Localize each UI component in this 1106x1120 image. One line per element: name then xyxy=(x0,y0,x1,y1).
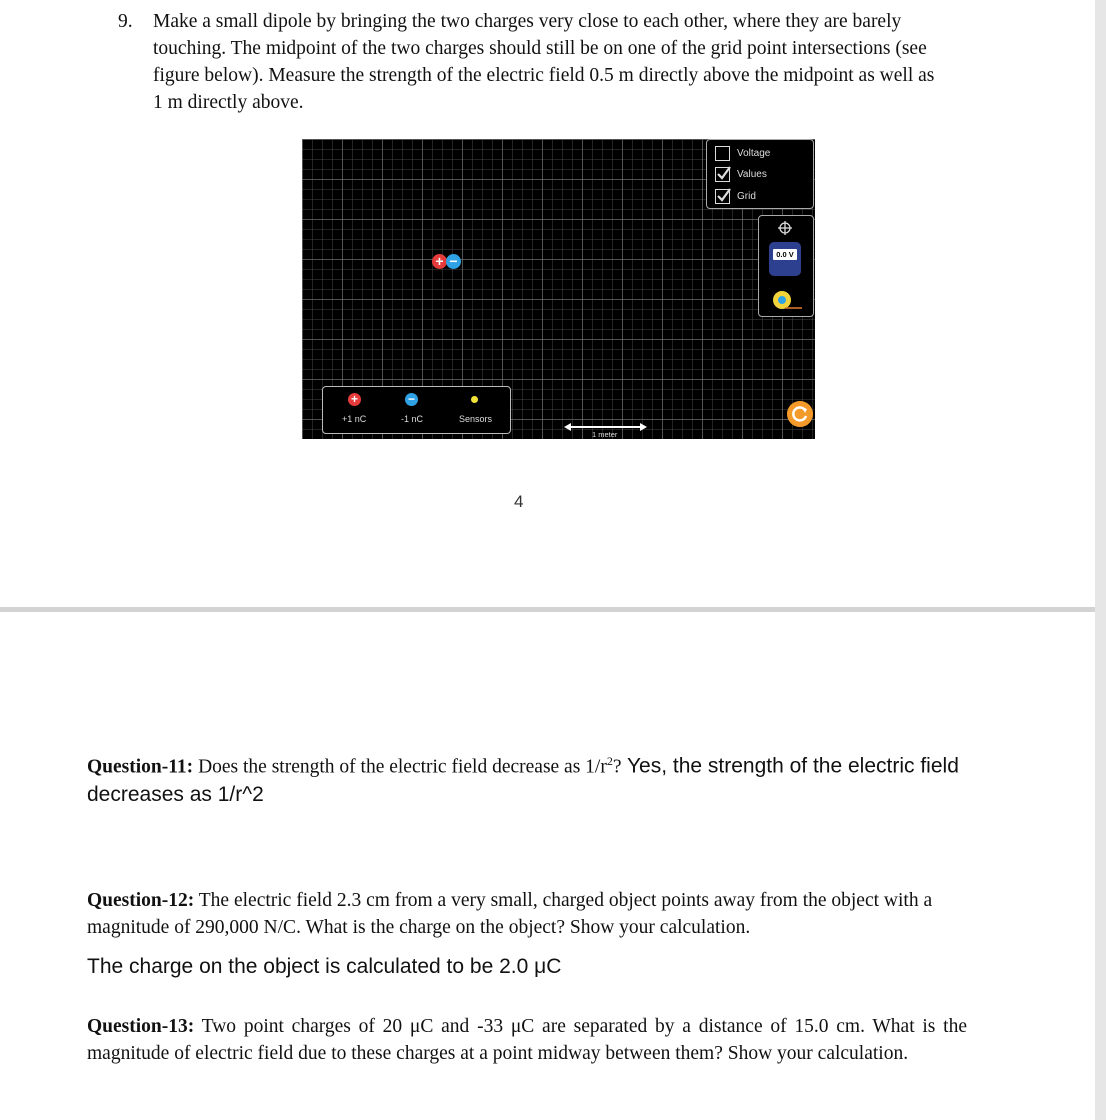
question-11-text: Does the strength of the electric field decrease as 1/r xyxy=(193,756,607,778)
page-number: 4 xyxy=(514,492,524,511)
page-separator xyxy=(0,607,1095,612)
probe-value: 0.0 V xyxy=(773,249,797,260)
reset-icon[interactable] xyxy=(787,401,813,427)
question-12-answer: The charge on the object is calculated to be 2.0 μC xyxy=(87,955,562,978)
check-icon xyxy=(715,165,732,182)
voltage-checkbox[interactable] xyxy=(715,146,730,161)
charges-toolbox xyxy=(322,386,511,434)
question-13-label: Question-13: xyxy=(87,1016,195,1037)
tools-panel xyxy=(758,215,814,317)
values-checkbox[interactable] xyxy=(715,167,730,182)
question-11-text-end: ? xyxy=(612,756,622,778)
page-edge xyxy=(1095,0,1106,1120)
question-11 xyxy=(87,748,967,809)
dipole-negative-charge[interactable]: − xyxy=(446,254,461,269)
grid-checkbox[interactable] xyxy=(715,189,730,204)
voltage-label: Voltage xyxy=(737,147,771,159)
crosshair-icon[interactable] xyxy=(778,221,792,235)
scale-arrow-left xyxy=(564,423,571,431)
question-9-text: Make a small dipole by bringing the two charges very close to each other, where they are barely touching. The midpoint of the two charges should still be on one of the grid point intersections (see figure below). Measure the strength of the electric field 0.5 m directly above the midpoint as well as 1 m directly above. xyxy=(153,11,935,113)
positive-charge-label: +1 nC xyxy=(342,414,367,424)
values-label: Values xyxy=(737,168,767,180)
scale-bar xyxy=(566,426,644,428)
question-9-number: 9. xyxy=(118,11,133,32)
question-11-label: Question-11: xyxy=(87,756,194,778)
sensors-label: Sensors xyxy=(459,414,493,424)
question-12-label: Question-12: xyxy=(87,890,195,911)
check-icon xyxy=(715,187,732,204)
charges-fields-simulation[interactable] xyxy=(302,139,815,439)
question-13 xyxy=(87,1013,967,1067)
sensor-source[interactable] xyxy=(471,396,478,403)
question-13-text: Two point charges of 20 μC and -33 μC are separated by a distance of 15.0 cm. What is the magnitude of electric field due to these charges at a point midway between them? Show your calculation. xyxy=(87,1016,967,1064)
measuring-tape-icon[interactable] xyxy=(771,289,803,311)
negative-charge-label: -1 nC xyxy=(401,414,424,424)
scale-label: 1 meter xyxy=(592,430,618,439)
voltage-option[interactable] xyxy=(715,144,770,162)
voltmeter-probe[interactable] xyxy=(769,242,801,276)
question-12 xyxy=(87,887,967,941)
grid-option[interactable] xyxy=(715,187,756,205)
dipole-positive-charge[interactable]: + xyxy=(432,254,447,269)
question-11-answer: Yes, the strength of the electric field decreases as 1/r^2 xyxy=(87,754,959,806)
options-panel xyxy=(706,139,814,209)
grid-label: Grid xyxy=(737,190,756,202)
negative-charge-source[interactable]: − xyxy=(405,393,418,406)
positive-charge-source[interactable]: + xyxy=(348,393,361,406)
scale-arrow-right xyxy=(640,423,647,431)
values-option[interactable] xyxy=(715,165,767,183)
question-11-superscript: 2 xyxy=(606,754,613,768)
question-12-text: The electric field 2.3 cm from a very small, charged object points away from the object with a magnitude of 290,000 N/C. What is the charge on the object? Show your calculation. xyxy=(87,890,933,938)
